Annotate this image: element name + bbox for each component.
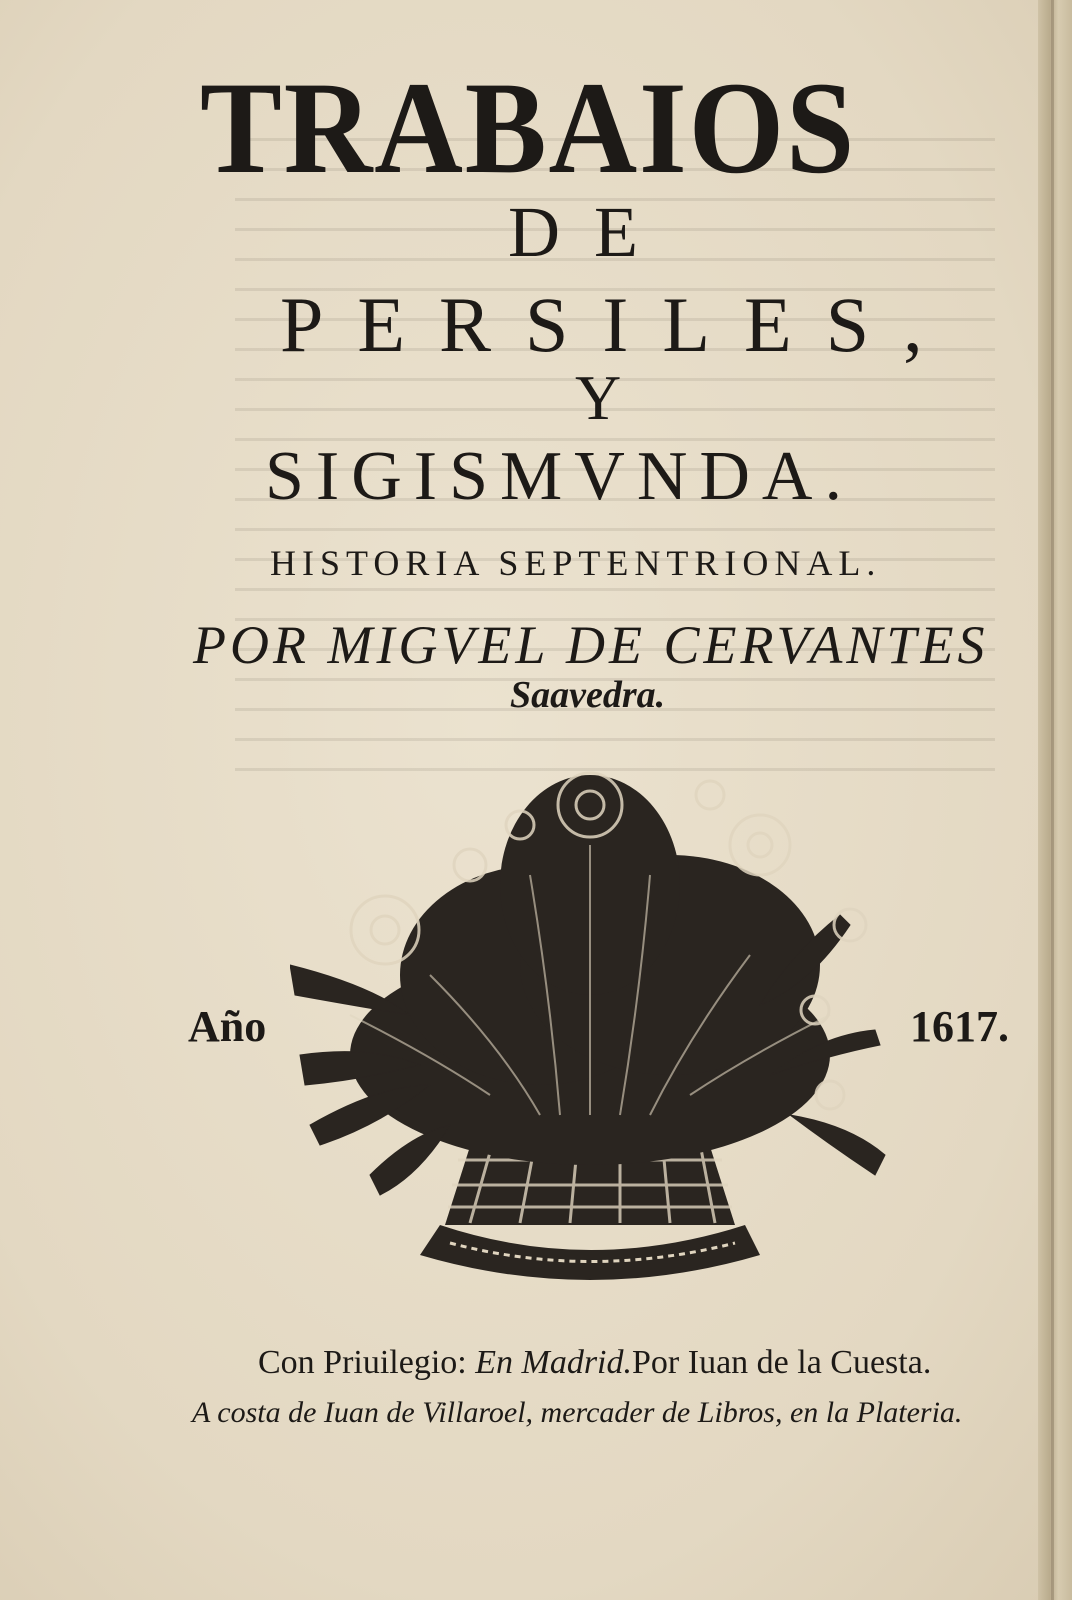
year-value: 1617. <box>910 1002 1009 1051</box>
title-line-4: Y <box>575 362 622 433</box>
title-line-3: PERSILES, <box>280 281 957 368</box>
book-gutter <box>1038 0 1072 1600</box>
imprint-line-2: A costa de Iuan de Villaroel, mercader de Libros, en la Plateria. <box>192 1396 963 1429</box>
gutter-edge <box>1051 0 1054 1600</box>
place-text: En Madrid. <box>475 1344 633 1381</box>
privilege-text: Con Priuilegio: <box>258 1344 467 1381</box>
printer-text: Por Iuan de la Cuesta. <box>632 1344 932 1381</box>
title-line-5: SIGISMVNDA. <box>265 438 854 515</box>
title-line-1: TRABAIOS <box>200 54 857 201</box>
author-line-2: Saavedra. <box>510 674 666 716</box>
imprint-line-1 <box>258 1346 978 1380</box>
title-line-2: DE <box>508 192 672 272</box>
flower-basket-woodcut <box>290 755 890 1300</box>
subtitle: HISTORIA SEPTENTRIONAL. <box>270 543 882 583</box>
year-label: Año <box>188 1002 267 1051</box>
author-line-1: POR MIGVEL DE CERVANTES <box>193 615 989 675</box>
